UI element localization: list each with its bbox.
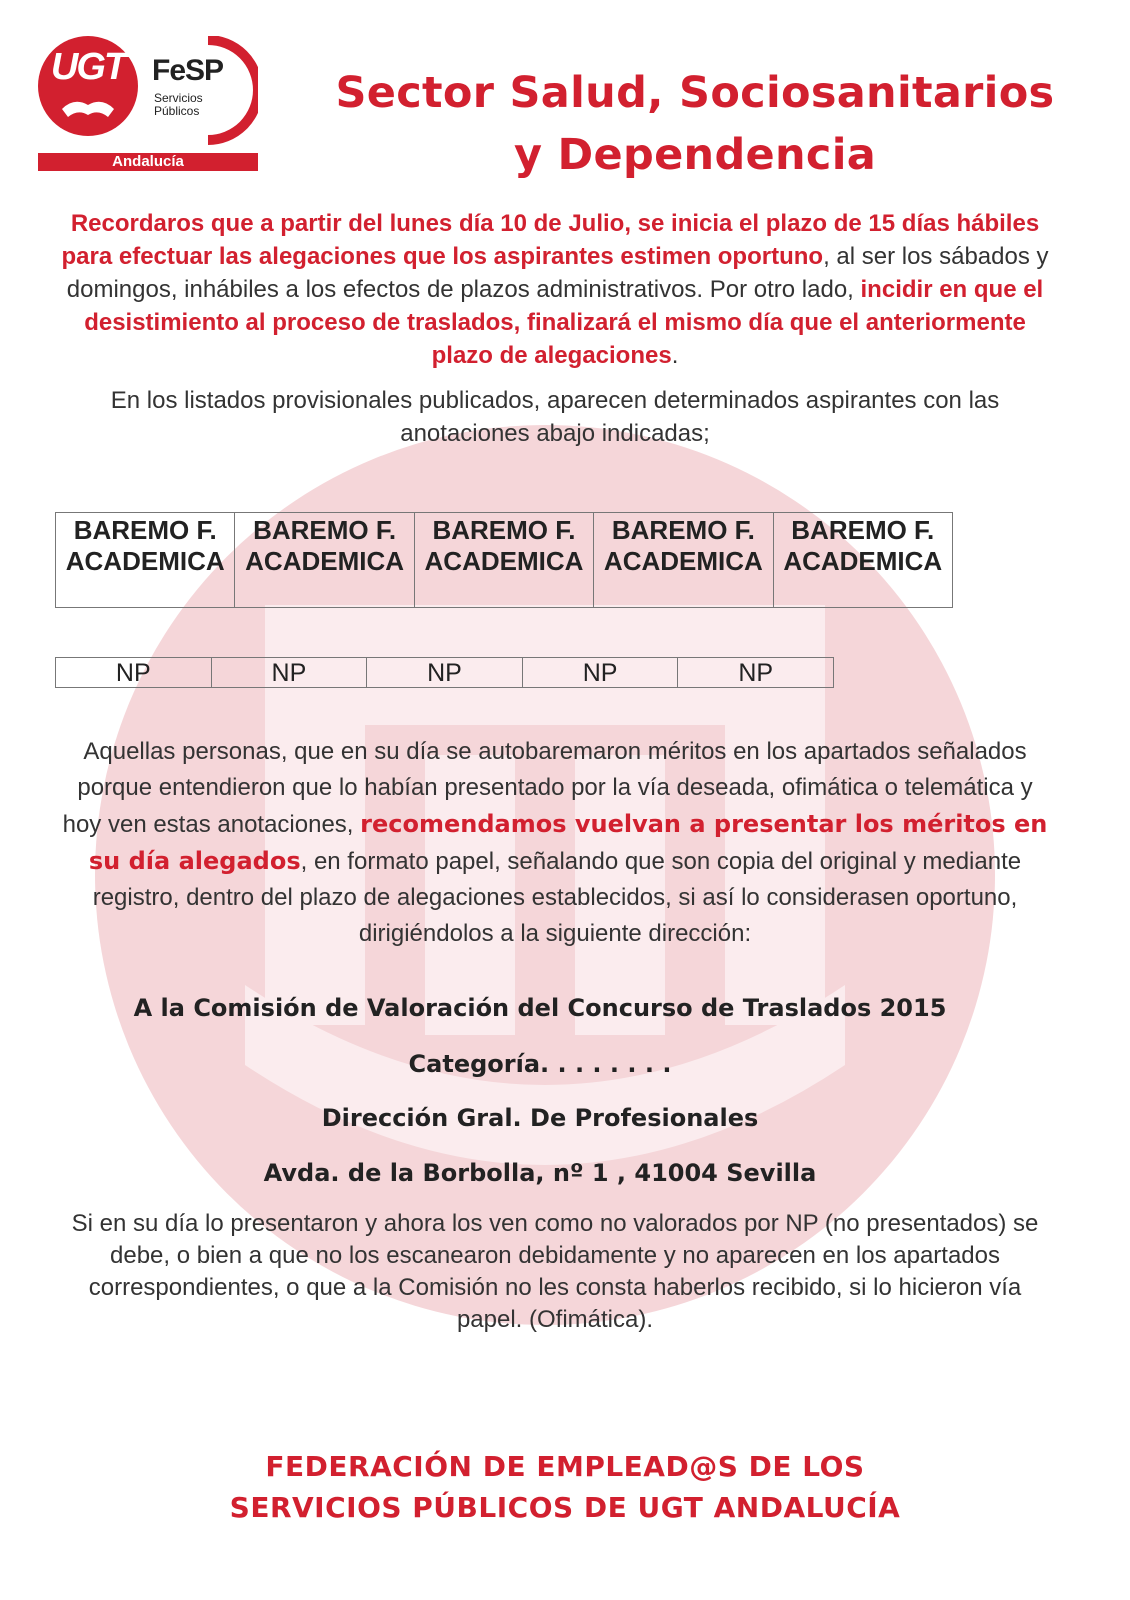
intro-red-2: incidir en que el desistimiento al proceso de traslados, finalizará el mismo día que el anteriormente plazo de alegaciones: [84, 276, 1044, 369]
logo-brand: UGT: [50, 46, 126, 88]
address-line-3: Dirección Gral. De Profesionales: [321, 1104, 759, 1132]
page-title: [300, 62, 1090, 186]
footer-line-1: FEDERACIÓN DE EMPLEAD@S DE LOS: [265, 1450, 865, 1483]
np-row: [56, 658, 834, 688]
baremo-cell-line1: BAREMO F.: [791, 515, 935, 545]
baremo-cell: [414, 513, 593, 608]
baremo-cell: [235, 513, 414, 608]
baremo-cell: [773, 513, 952, 608]
baremo-cell: [594, 513, 773, 608]
baremo-cell-line1: BAREMO F.: [253, 515, 397, 545]
closing-paragraph: Si en su día lo presentaron y ahora los ven como no valorados por NP (no presentados) se debe, o bien a que no los escanearon debidamente y no aparecen en los apartados correspondientes, o que a la Comisión no les consta haberlos recibido, si lo hicieron vía papel. (Ofimática).: [71, 1210, 1039, 1333]
recommendation-red: recomendamos vuelvan a presentar los méritos en su día alegados: [88, 810, 1048, 875]
logo-services-line2: Públicos: [154, 104, 200, 118]
intro-plain-2: .: [671, 342, 679, 369]
baremo-cell-line2: ACADEMICA: [603, 546, 763, 576]
logo-services-line1: Servicios: [154, 91, 203, 105]
logo-arc-icon: [188, 36, 258, 146]
intro-paragraph: [55, 207, 1055, 372]
address-line-4: Avda. de la Borbolla, nº 1 , 41004 Sevilla: [263, 1159, 817, 1187]
np-cell: NP: [367, 658, 523, 688]
np-cell: NP: [678, 658, 834, 688]
recommendation-plain-2: , en formato papel, señalando que son copia del original y mediante registro, dentro del plazo de alegaciones establecidos, si así lo considerasen oportuno, dirigiéndolos a la siguiente dirección:: [92, 848, 1022, 947]
logo-region-band: Andalucía: [38, 153, 258, 171]
ugt-fesp-logo: [38, 36, 268, 181]
handshake-icon: [60, 91, 116, 123]
baremo-header-row: [56, 513, 953, 608]
intro-red-1: Recordaros que a partir del lunes día 10 de Julio, se inicia el plazo de 15 días hábiles para efectuar las alegaciones que los aspirantes estimen oportuno: [61, 210, 1040, 270]
listados-paragraph: En los listados provisionales publicados, aparecen determinados aspirantes con las anotaciones abajo indicadas;: [110, 387, 1000, 447]
address-line-2: Categoría. . . . . . . .: [408, 1050, 672, 1078]
recommendation-plain-1: Aquellas personas, que en su día se autobaremaron méritos en los apartados señalados porque entendieron que lo habían presentado por la vía deseada, ofimática o telemática y hoy ven estas anotaciones,: [62, 738, 1033, 838]
baremo-cell-line2: ACADEMICA: [245, 546, 405, 576]
title-line-2: y Dependencia: [513, 130, 877, 180]
baremo-cell-line2: ACADEMICA: [783, 546, 943, 576]
baremo-cell: [56, 513, 235, 608]
np-cell: NP: [56, 658, 212, 688]
baremo-cell-line2: ACADEMICA: [424, 546, 584, 576]
baremo-cell-line1: BAREMO F.: [73, 515, 217, 545]
address-line-1: A la Comisión de Valoración del Concurso de Traslados 2015: [133, 994, 947, 1022]
baremo-cell-line1: BAREMO F.: [432, 515, 576, 545]
baremo-cell-line2: ACADEMICA: [65, 546, 225, 576]
baremo-cell-line1: BAREMO F.: [611, 515, 755, 545]
recommendation-paragraph: [55, 734, 1055, 952]
np-cell: NP: [211, 658, 367, 688]
np-cell: NP: [522, 658, 678, 688]
logo-esp: FeSP: [152, 54, 224, 87]
np-table: [55, 657, 834, 688]
title-line-1: Sector Salud, Sociosanitarios: [335, 68, 1055, 118]
baremo-table: [55, 512, 953, 608]
footer-federation: [60, 1446, 1070, 1528]
intro-plain-1: , al ser los sábados y domingos, inhábiles a los efectos de plazos administrativos. Por otro lado,: [66, 243, 1049, 303]
footer-line-2: SERVICIOS PÚBLICOS DE UGT ANDALUCÍA: [229, 1491, 901, 1524]
